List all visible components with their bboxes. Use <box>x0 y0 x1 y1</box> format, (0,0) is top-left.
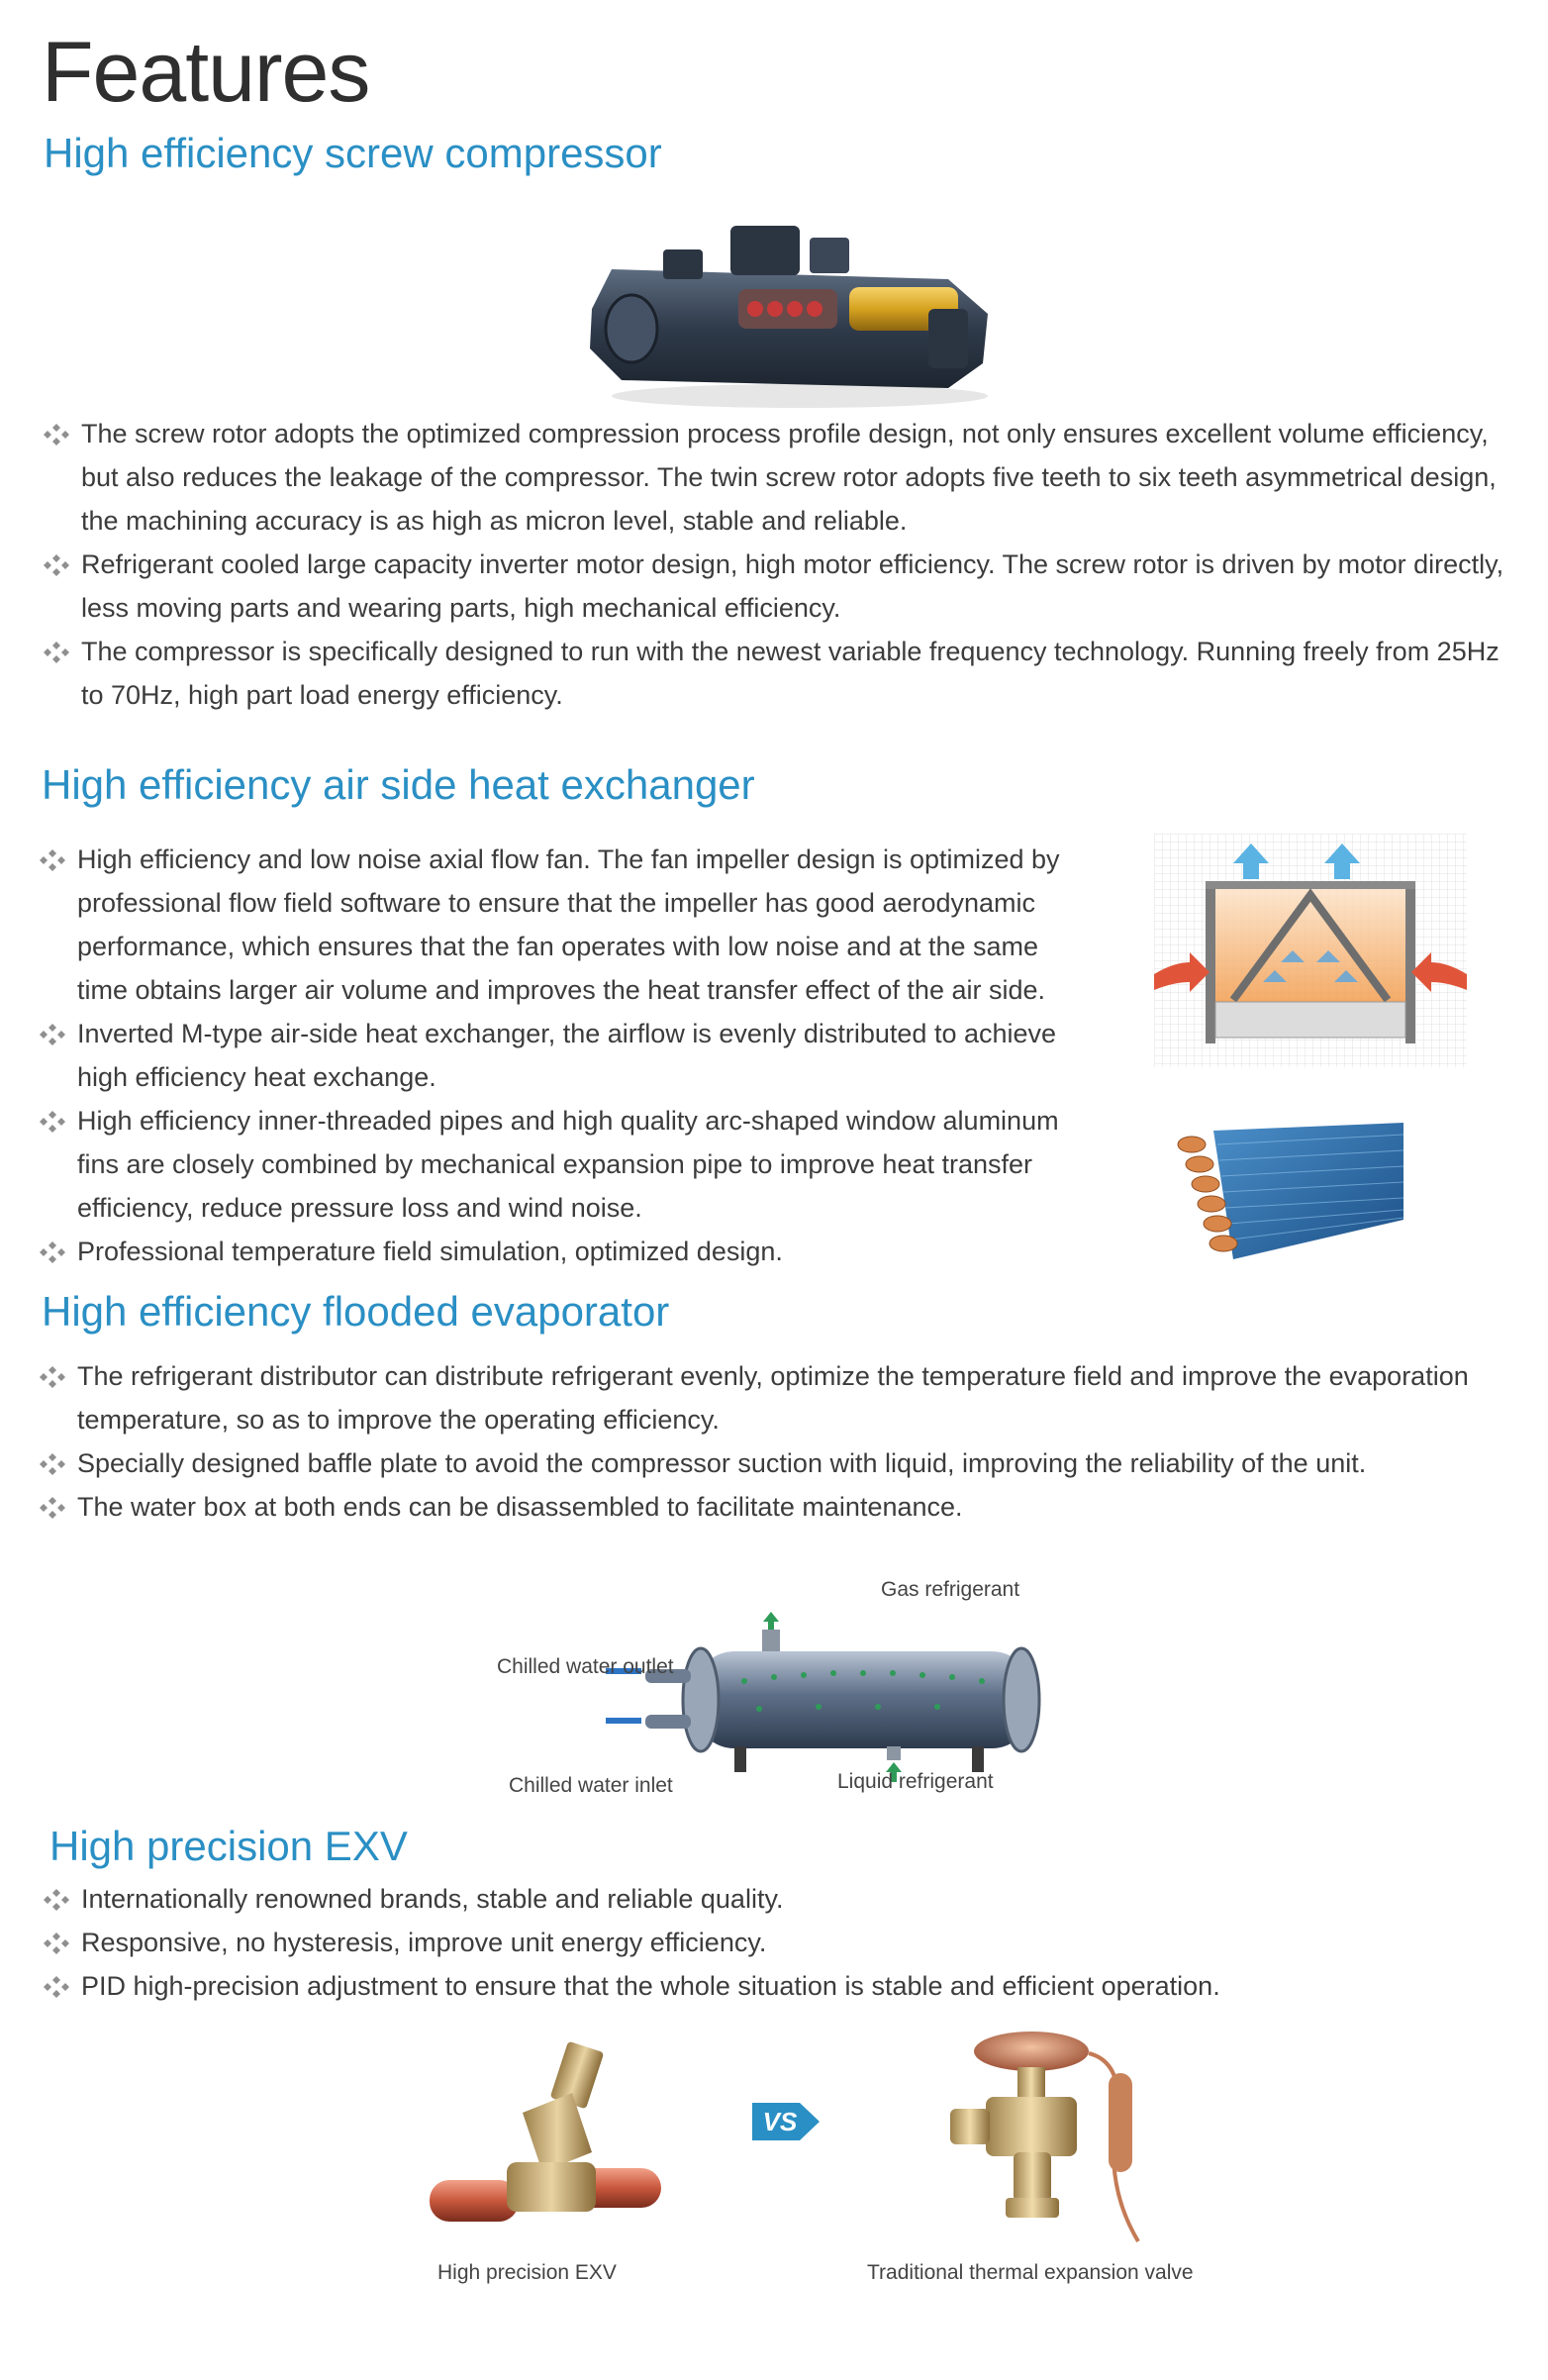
label-chilled-water-outlet: Chilled water outlet <box>497 1655 674 1678</box>
list-item <box>38 1441 1502 1485</box>
list-item <box>42 543 1506 630</box>
diamond-cluster-icon <box>38 1110 67 1134</box>
page-title: Features <box>42 25 370 120</box>
airflow-diagram-image <box>1154 834 1467 1067</box>
diamond-cluster-icon <box>38 1496 67 1520</box>
list-item <box>38 1354 1502 1441</box>
bullet-text: The compressor is specifically designed to run with the newest variable frequency technology. Running freely from 25Hz to 70Hz, high part load energy efficiency. <box>81 637 1500 710</box>
bullet-text: Internationally renowned brands, stable and reliable quality. <box>81 1884 784 1914</box>
bullet-text: Responsive, no hysteresis, improve unit energy efficiency. <box>81 1928 767 1957</box>
finned-coil-image <box>1174 1111 1407 1267</box>
list-item <box>42 630 1506 717</box>
exv-valve-image <box>424 2033 671 2241</box>
heat-exchanger-features-list <box>38 838 1067 1273</box>
list-item <box>42 1921 1506 1964</box>
label-chilled-water-inlet: Chilled water inlet <box>509 1774 673 1797</box>
diamond-cluster-icon <box>42 1932 71 1955</box>
bullet-text: The screw rotor adopts the optimized compression process profile design, not only ensures excellent volume efficiency, but also reduces the leakage of the compressor. The twin screw rotor adopts five teeth to six teeth asymmetrical design, the machining accuracy is as high as micron level, stable and reliable. <box>81 419 1497 536</box>
section-heading-compressor: High efficiency screw compressor <box>44 130 662 176</box>
compressor-features-list <box>42 412 1506 717</box>
bullet-text: Refrigerant cooled large capacity inverter motor design, high motor efficiency. The screw rotor is driven by motor directly, less moving parts and wearing parts, high mechanical efficiency. <box>81 549 1504 623</box>
diamond-cluster-icon <box>42 1975 71 1999</box>
bullet-text: Inverted M-type air-side heat exchanger, the airflow is evenly distributed to achieve high efficiency heat exchange. <box>77 1019 1057 1092</box>
exv-features-list <box>42 1877 1506 2008</box>
bullet-text: The refrigerant distributor can distribute refrigerant evenly, optimize the temperature field and improve the evaporation temperature, so as to improve the operating efficiency. <box>77 1361 1469 1435</box>
list-item <box>38 838 1067 1012</box>
bullet-text: High efficiency and low noise axial flow fan. The fan impeller design is optimized by professional flow field software to ensure that the impeller has good aerodynamic performance, which ensures that the fan operates with low noise and at the same time obtains larger air volume and improves the heat transfer effect of the air side. <box>77 844 1060 1005</box>
section-heading-exv: High precision EXV <box>49 1823 408 1869</box>
list-item <box>42 1964 1506 2008</box>
list-item <box>38 1099 1067 1230</box>
thermal-expansion-valve-image <box>940 2024 1168 2251</box>
diamond-cluster-icon <box>42 553 71 577</box>
bullet-text: PID high-precision adjustment to ensure that the whole situation is stable and efficient operation. <box>81 1971 1220 2001</box>
vs-arrow-icon <box>748 2097 823 2146</box>
diamond-cluster-icon <box>38 848 67 872</box>
list-item <box>38 1485 1502 1529</box>
diamond-cluster-icon <box>38 1452 67 1476</box>
section-heading-evaporator: High efficiency flooded evaporator <box>42 1288 670 1335</box>
bullet-text: Professional temperature field simulation, optimized design. <box>77 1237 783 1266</box>
diamond-cluster-icon <box>38 1365 67 1389</box>
list-item <box>38 1230 1067 1273</box>
bullet-text: Specially designed baffle plate to avoid the compressor suction with liquid, improving the reliability of the unit. <box>77 1448 1367 1478</box>
diamond-cluster-icon <box>42 641 71 664</box>
arrow-up-icon <box>763 1612 779 1630</box>
diamond-cluster-icon <box>38 1240 67 1264</box>
bullet-text: High efficiency inner-threaded pipes and high quality arc-shaped window aluminum fins are closely combined by mechanical expansion pipe to improve heat transfer efficiency, reduce pressure loss and wind noise. <box>77 1106 1059 1223</box>
list-item <box>38 1012 1067 1099</box>
list-item <box>42 1877 1506 1921</box>
label-liquid-refrigerant: Liquid refrigerant <box>837 1770 994 1793</box>
section-heading-heat-exchanger: High efficiency air side heat exchanger <box>42 761 755 808</box>
caption-thermal-expansion-valve: Traditional thermal expansion valve <box>867 2261 1194 2284</box>
diamond-cluster-icon <box>38 1023 67 1046</box>
diamond-cluster-icon <box>42 1888 71 1912</box>
screw-compressor-image <box>572 190 1019 412</box>
evaporator-features-list <box>38 1354 1502 1529</box>
label-gas-refrigerant: Gas refrigerant <box>881 1578 1020 1601</box>
vs-label: VS <box>762 2107 798 2136</box>
list-item <box>42 412 1506 543</box>
diamond-cluster-icon <box>42 423 71 446</box>
bullet-text: The water box at both ends can be disassembled to facilitate maintenance. <box>77 1492 963 1522</box>
caption-high-precision-exv: High precision EXV <box>437 2261 617 2284</box>
